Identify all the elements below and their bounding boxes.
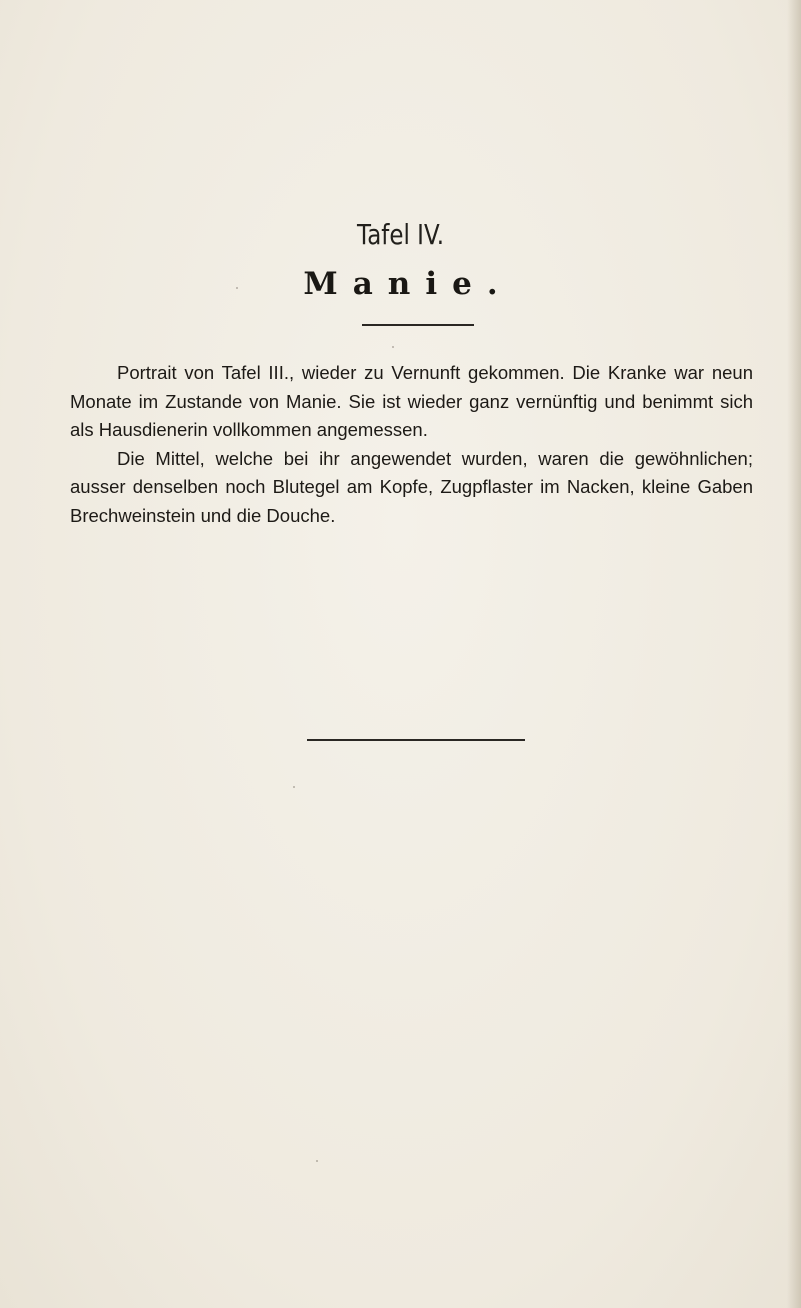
paper-speck <box>316 1160 318 1162</box>
paper-speck <box>293 786 295 788</box>
page-edge-shadow <box>787 0 801 1308</box>
paper-speck <box>236 287 238 289</box>
plate-label: Tafel IV. <box>357 218 444 251</box>
body-text <box>70 359 753 531</box>
paragraph-2: Die Mittel, welche bei ihr angewendet wurden, waren die gewöhnlichen; ausser denselben noch Blutegel am Kopfe, Zugpflaster im Nacken, kleine Gaben Brechweinstein und die Douche. <box>70 447 753 526</box>
title-divider <box>362 324 474 326</box>
title-text: Manie. <box>303 266 513 302</box>
page-title <box>0 266 801 302</box>
paper-speck <box>392 346 394 348</box>
paragraph-1: Portrait von Tafel III., wieder zu Vernunft gekommen. Die Kranke war neun Monate im Zustande von Manie. Sie ist wieder ganz vernünftig und benimmt sich als Hausdienerin vollkommen angemessen. <box>70 362 753 441</box>
end-divider <box>307 739 525 741</box>
